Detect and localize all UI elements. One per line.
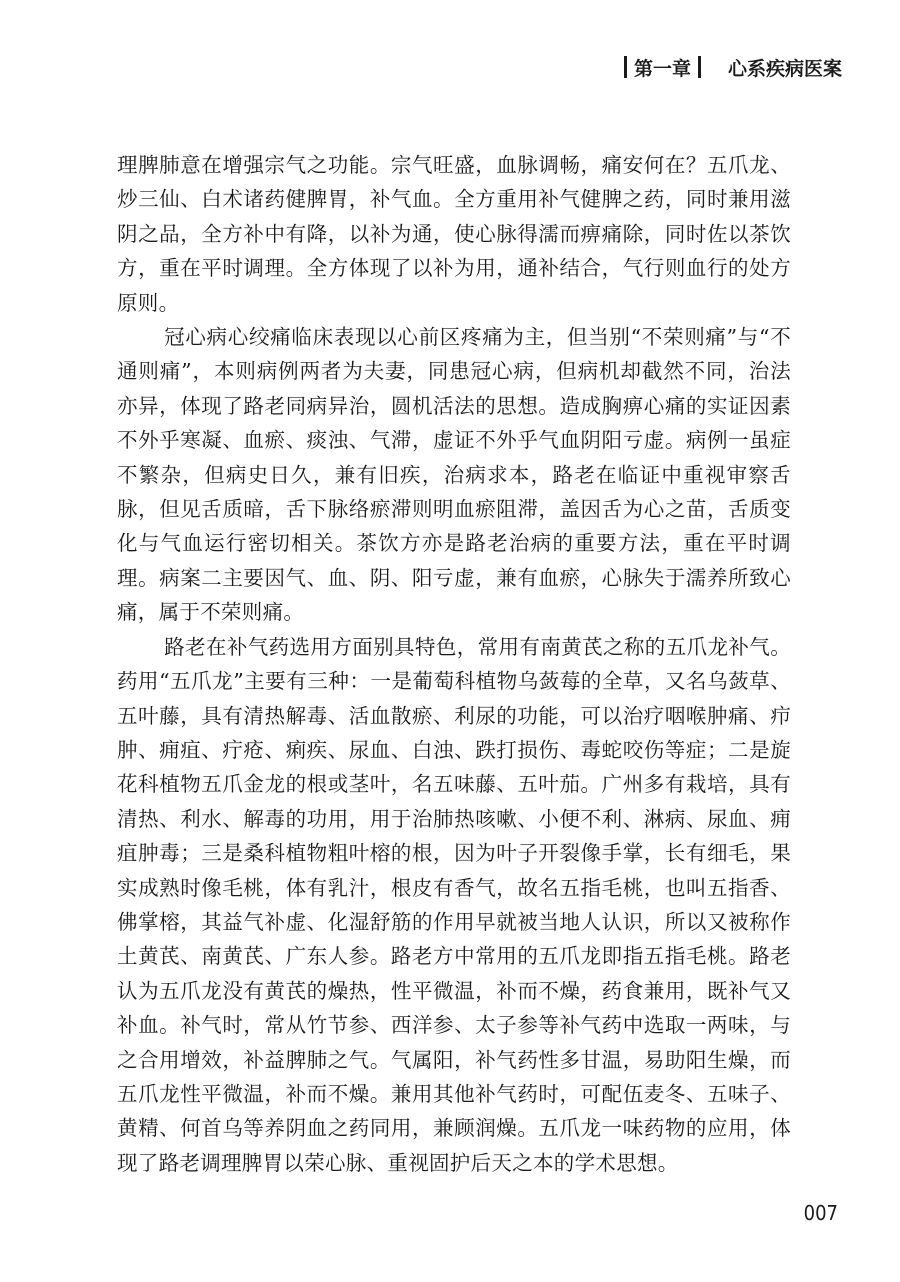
paragraph-2: 冠心病心绞痛临床表现以心前区疼痛为主，但当别“不荣则痛”与“不通则痛”，本则病例两者为夫妻，同患冠心病，但病机却截然不同，治法亦异，体现了路老同病异治，圆机活法的思想。造成胸痹心痛的实证因素不外乎寒凝、血瘀、痰浊、气滞，虚证不外乎气血阴阳亏虚。病例一虽症不繁杂，但病史日久，兼有旧疾，治病求本，路老在临证中重视审察舌脉，但见舌质暗，舌下脉络瘀滞则明血瘀阻滞，盖因舌为心之苗，舌质变化与气血运行密切相关。茶饮方亦是路老治病的重要方法，重在平时调理。病案二主要因气、血、阴、阳亏虚，兼有血瘀，心脉失于濡养所致心痛，属于不荣则痛。 [117,325,791,625]
paragraph-1: 理脾肺意在增强宗气之功能。宗气旺盛，血脉调畅，痛安何在？五爪龙、炒三仙、白术诸药健脾胃，补气血。全方重用补气健脾之药，同时兼用滋阴之品，全方补中有降，以补为通，使心脉得濡而痹痛除，同时佐以茶饮方，重在平时调理。全方体现了以补为用，通补结合，气行则血行的处方原则。 [117,153,791,315]
header-bar-right [698,56,701,78]
body-text [117,148,791,1180]
page-number: 007 [803,1201,838,1225]
chapter-label: 第一章 [633,57,691,80]
header-bar-left [624,56,627,78]
section-title: 心系疾病医案 [727,57,842,80]
running-header [617,47,842,87]
paragraph-3: 路老在补气药选用方面别具特色，常用有南黄芪之称的五爪龙补气。药用“五爪龙”主要有三种：一是葡萄科植物乌蔹莓的全草，又名乌蔹草、五叶藤，具有清热解毒、活血散瘀、利尿的功能，可以治疗咽喉肿痛、疖肿、痈疽、疔疮、痢疾、尿血、白浊、跌打损伤、毒蛇咬伤等症；二是旋花科植物五爪金龙的根或茎叶，名五味藤、五叶茄。广州多有栽培，具有清热、利水、解毒的功用，用于治肺热咳嗽、小便不利、淋病、尿血、痈疽肿毒；三是桑科植物粗叶榕的根，因为叶子开裂像手掌，长有细毛，果实成熟时像毛桃，体有乳汁，根皮有香气，故名五指毛桃，也叫五指香、佛掌榕，其益气补虚、化湿舒筋的作用早就被当地人认识，所以又被称作土黄芪、南黄芪、广东人参。路老方中常用的五爪龙即指五指毛桃。路老认为五爪龙没有黄芪的燥热，性平微温，补而不燥，药食兼用，既补气又补血。补气时，常从竹节参、西洋参、太子参等补气药中选取一两味，与之合用增效，补益脾肺之气。气属阳，补气药性多甘温，易助阳生燥，而五爪龙性平微温，补而不燥。兼用其他补气药时，可配伍麦冬、五味子、黄精、何首乌等养阴血之药同用，兼顾润燥。五爪龙一味药物的应用，体现了路老调理脾胃以荣心脉、重视固护后天之本的学术思想。 [117,634,791,1175]
